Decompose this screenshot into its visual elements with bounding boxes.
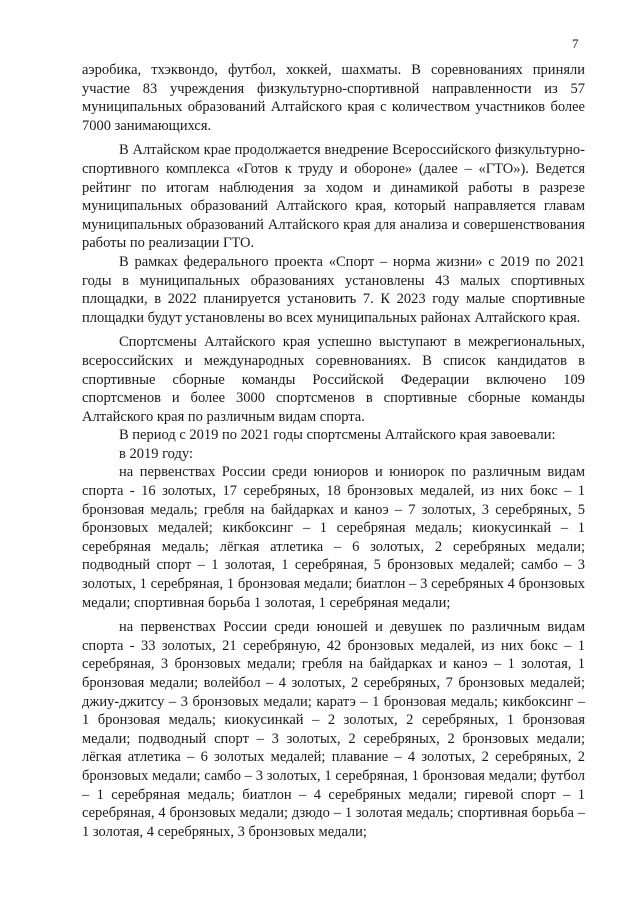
paragraph-sports-competitions: аэробика, тхэквондо, футбол, хоккей, шахматы. В соревнованиях приняли участие 83 учреждения физкультурно-спортивной направленности из 57 муниципальных образований Алтайского края с количеством участников более 7000 занимающихся. bbox=[82, 62, 585, 134]
paragraph-athletes: Спортсмены Алтайского края успешно выступают в межрегиональных, всероссийских и международных соревнованиях. В список кандидатов в спортивные сборные команды Российской Федерации включено 109 спортсменов и более 3000 спортсменов в спортивные сборные команды Алтайского края по различным видам спорта. bbox=[82, 334, 585, 425]
paragraph-youth-championships: на первенствах России среди юношей и девушек по различным видам спорта - 33 золотых, 21 серебряную, 42 бронзовых медалей, из них бокс – 1 серебряная, 3 бронзовых медали; гребля на байдарках и каноэ – 1 золотая, 1 бронзовая медали; волейбол – 4 золотых, 2 серебряных, 7 бронзовых медалей; джиу-джитсу – 3 бронзовых медали; каратэ – 1 бронзовая медаль; кикбоксинг – 1 бронзовая медаль; киокусинкай – 2 золотых, 2 серебряных, 1 бронзовая медали; подводный спорт – 3 золотых, 2 серебряных, 2 бронзовых медали; лёгкая атлетика – 6 золотых медалей; плавание – 4 золотых, 2 серебряных, 2 бронзовых медали; самбо – 3 золотых, 1 серебряная, 1 бронзовая медали; футбол – 1 серебряная медаль; биатлон – 4 серебряных медали; гиревой спорт – 1 серебряная, 4 бронзовых медали; дзюдо – 1 золотая медаль; спортивная борьба – 1 золотая, 4 серебряных, 3 бронзовых медали; bbox=[82, 619, 585, 840]
paragraph-sport-norma-zhizni: В рамках федерального проекта «Спорт – норма жизни» с 2019 по 2021 годы в муниципальных образованиях установлены 43 малых спортивных площадки, в 2022 планируется установить 7. К 2023 году малые спортивные площадки будут установлены во всех муниципальных районах Алтайского края. bbox=[82, 253, 585, 326]
paragraph-year-2019: в 2019 году: bbox=[119, 445, 193, 462]
paragraph-gto: В Алтайском крае продолжается внедрение Всероссийского физкультурно-спортивного комплекса «Готов к труду и обороне» (далее – «ГТО»). Ведется рейтинг по итогам наблюдения за ходом и динамикой работы в разрезе муниципальных образований Алтайского края, который направляется главам муниципальных образований Алтайского края для анализа и совершенствования работы по реализации ГТО. bbox=[82, 142, 585, 252]
paragraph-junior-championships: на первенствах России среди юниоров и юниорок по различным видам спорта - 16 золотых, 17 серебряных, 18 бронзовых медалей, из них бокс – 1 бронзовая медаль; гребля на байдарках и каноэ – 7 золотых, 3 серебряных, 5 бронзовых медалей; кикбоксинг – 1 серебряная медаль; киокусинкай – 1 серебряная медаль; лёгкая атлетика – 6 золотых, 2 серебряных медали; подводный спорт – 1 золотая, 1 серебряная, 5 бронзовых медалей; самбо – 3 золотых, 1 серебряная, 1 бронзовая медали; биатлон – 3 серебряных 4 бронзовых медали; спортивная борьба 1 золотая, 1 серебряная медали; bbox=[82, 464, 585, 611]
paragraph-period-intro: В период с 2019 по 2021 годы спортсмены Алтайского края завоевали: bbox=[119, 427, 556, 444]
page-number: 7 bbox=[572, 36, 579, 51]
body-text bbox=[82, 61, 585, 841]
